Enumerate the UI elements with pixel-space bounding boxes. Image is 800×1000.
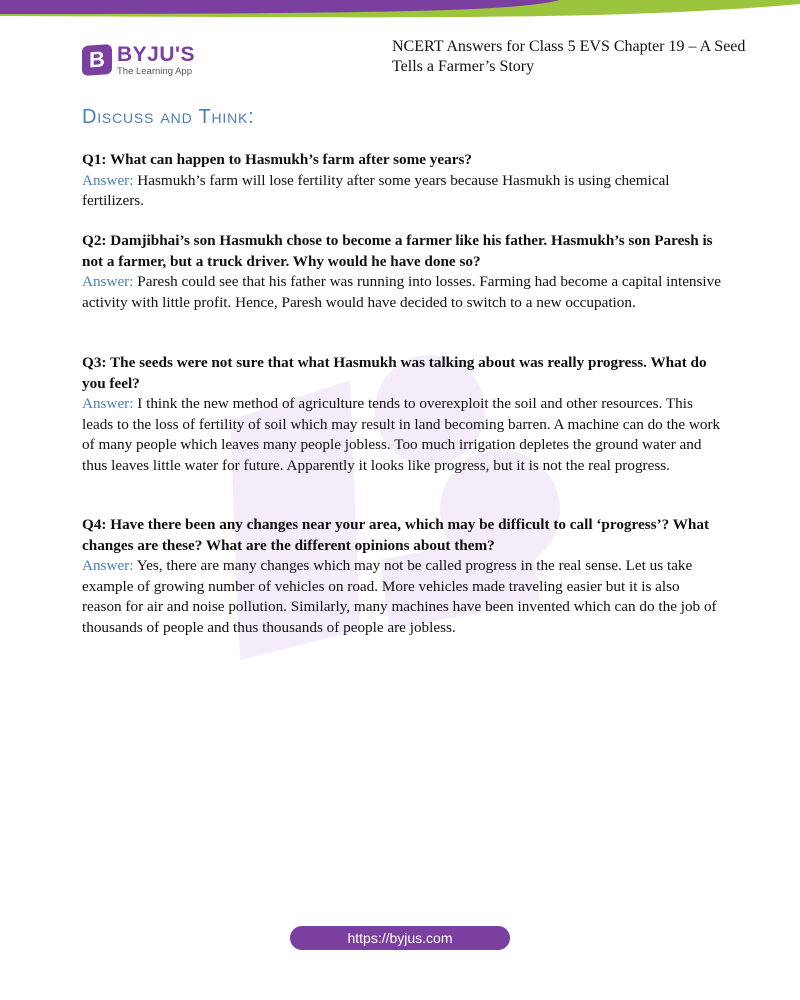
qa-item-4 — [82, 515, 722, 638]
answer-text: Hasmukh’s farm will lose fertility after some years because Hasmukh is using chemical fertilizers. — [82, 171, 670, 209]
qa-item-2 — [82, 231, 722, 313]
footer-url-link[interactable]: https://byjus.com — [290, 926, 510, 950]
byjus-logo — [82, 44, 195, 77]
answer-block — [82, 556, 722, 638]
qa-item-3 — [82, 353, 722, 476]
brand-name: BYJU'S — [117, 43, 196, 66]
answer-text: Paresh could see that his father was running into losses. Farming had become a capital intensive activity with little profit. Hence, Paresh would have decided to switch to a new occupation. — [82, 273, 721, 311]
question-text: Q3: The seeds were not sure that what Hasmukh was talking about was really progress. What do you feel? — [82, 354, 707, 392]
section-heading: Discuss and Think: — [82, 106, 255, 128]
question-text: Q2: Damjibhai’s son Hasmukh chose to become a farmer like his father. Hasmukh’s son Paresh is not a farmer, but a truck driver. Why would he have done so? — [82, 232, 713, 270]
answer-label: Answer: — [82, 171, 134, 189]
answer-block — [82, 272, 722, 313]
answer-block — [82, 171, 722, 212]
document-title: NCERT Answers for Class 5 EVS Chapter 19 – A Seed Tells a Farmer’s Story — [392, 38, 746, 75]
answer-label: Answer: — [82, 557, 134, 574]
answer-text: Yes, there are many changes which may not be called progress in the real sense. Let us take example of growing number of vehicles on road. More vehicles made traveling easier but it is also reason for air and noise pollution. Similarly, many machines have been invented which can do the job of thousands of people and thus thousands of people are jobless. — [82, 557, 717, 636]
question-text: Q4: Have there been any changes near your area, which may be difficult to call ‘progress’? What changes are these? What are the different opinions about them? — [82, 516, 710, 554]
answer-block — [82, 394, 722, 476]
question-text: Q1: What can happen to Hasmukh’s farm after some years? — [82, 151, 472, 168]
answer-label: Answer: — [82, 395, 134, 412]
qa-item-1 — [82, 150, 722, 212]
logo-mark-icon: B — [82, 44, 112, 76]
answer-text: I think the new method of agriculture tends to overexploit the soil and other resources. This leads to the loss of fertility of soil which may result in land becoming barren. A machine can do the work of many people which leaves many people jobless. Too much irrigation depletes the ground water and thus leaves little water for future. Apparently it looks like progress, but it is not the real progress. — [82, 395, 721, 474]
top-decorative-band — [0, 0, 800, 22]
brand-tagline: The Learning App — [117, 66, 193, 77]
answer-label: Answer: — [82, 273, 134, 290]
